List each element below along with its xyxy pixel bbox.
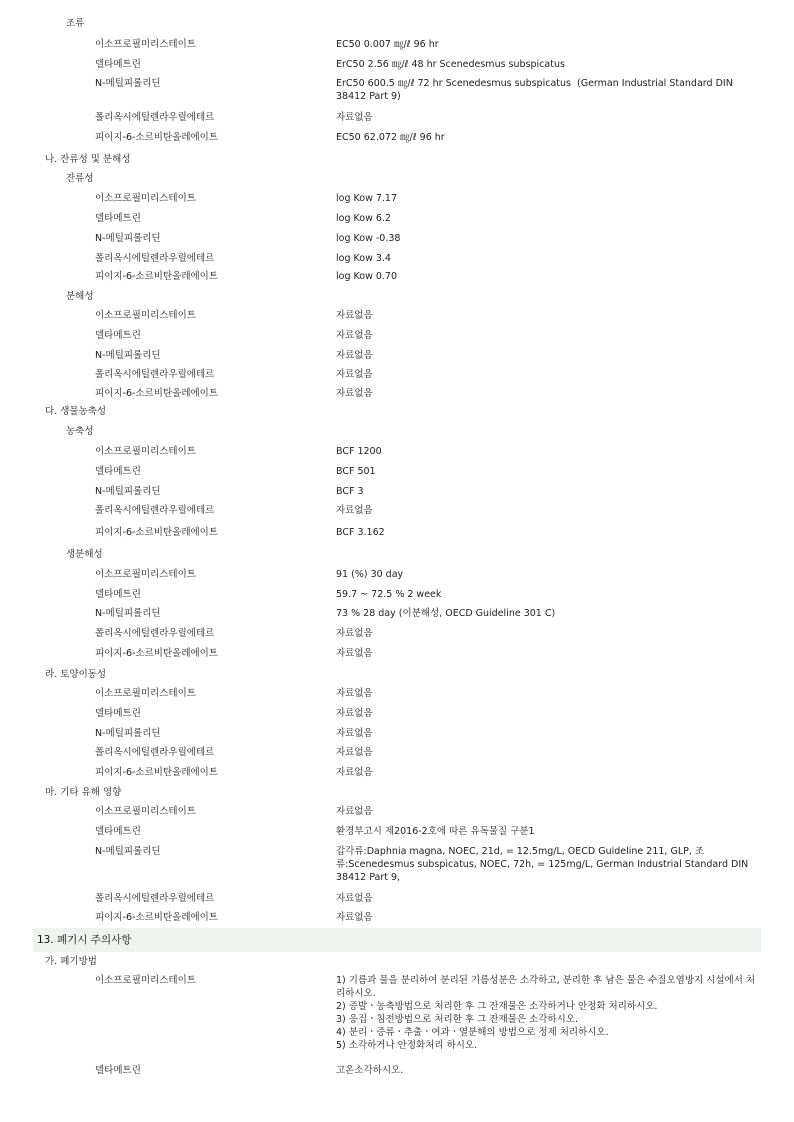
accum-2-value: BCF 501 <box>336 466 376 477</box>
other-1-value: 자료없음 <box>336 806 373 817</box>
heading-accum: 농축성 <box>66 426 94 437</box>
persist-5-name: 피이지-6-소르비탄올레에이트 <box>95 271 219 282</box>
biodeg-5-value: 자료없음 <box>336 648 373 659</box>
persist-3-name: N-메틸피롤리딘 <box>95 233 161 244</box>
heading-algae: 조류 <box>66 18 85 29</box>
persist-1-name: 이소프로필미리스테이트 <box>95 193 196 204</box>
soil-4-value: 자료없음 <box>336 747 373 758</box>
algae-2-value: ErC50 2.56 ㎎/ℓ 48 hr Scenedesmus subspicatus <box>336 59 565 70</box>
soil-1-name: 이소프로필미리스테이트 <box>95 688 196 699</box>
heading-e: 마. 기타 유해 영향 <box>45 787 122 798</box>
disp-2-value: 고온소각하시오. <box>336 1065 404 1076</box>
other-4-name: 폴리옥시에틸렌라우릴에테르 <box>95 893 215 904</box>
degrad-2-name: 델타메트린 <box>95 330 141 341</box>
algae-4-name: 폴리옥시에틸렌라우릴에테르 <box>95 112 215 123</box>
degrad-4-value: 자료없음 <box>336 369 373 380</box>
degrad-5-value: 자료없음 <box>336 388 373 399</box>
soil-4-name: 폴리옥시에틸렌라우릴에테르 <box>95 747 215 758</box>
accum-4-value: 자료없음 <box>336 505 373 516</box>
disp-2-name: 델타메트린 <box>95 1065 141 1076</box>
heading-d: 라. 토양이동성 <box>45 669 107 680</box>
degrad-2-value: 자료없음 <box>336 330 373 341</box>
degrad-1-value: 자료없음 <box>336 310 373 321</box>
degrad-4-name: 폴리옥시에틸렌라우릴에테르 <box>95 369 215 380</box>
algae-3-value: ErC50 600.5 ㎎/ℓ 72 hr Scenedesmus subspicatus (German Industrial Standard DIN 38412 Part 9) <box>336 78 736 102</box>
heading-f: 가. 폐기방법 <box>45 956 97 967</box>
heading-persist: 잔류성 <box>66 173 94 184</box>
persist-5-value: log Kow 0.70 <box>336 271 398 282</box>
soil-1-value: 자료없음 <box>336 688 373 699</box>
biodeg-1-name: 이소프로필미리스테이트 <box>95 569 196 580</box>
algae-5-name: 피이지-6-소르비탄올레에이트 <box>95 132 219 143</box>
accum-1-value: BCF 1200 <box>336 446 382 457</box>
heading-degrad: 분해성 <box>66 291 94 302</box>
disp-1-value: 1) 기름과 물을 분리하여 분리된 기름성분은 소각하고, 분리한 후 남은 물은 수질오염방지 시설에서 처리하시오. 2) 증발ㆍ농축방법으로 처리한 후 그 잔재물은 소각하거나 안정화 처리하시오. 3) 응집ㆍ침전방법으로 처리한 후 그 잔재물은 소각하시오. 4) 분리ㆍ증류ㆍ추출ㆍ여과ㆍ열분해의 방법으로 정제 처리하시오. 5) 소각하거나 안정화처리 하시오. <box>336 975 756 1051</box>
soil-3-name: N-메틸피롤리딘 <box>95 728 161 739</box>
soil-5-value: 자료없음 <box>336 767 373 778</box>
accum-3-name: N-메틸피롤리딘 <box>95 486 161 497</box>
section-13-bar <box>33 928 761 952</box>
other-5-name: 피이지-6-소르비탄올레에이트 <box>95 912 219 923</box>
persist-3-value: log Kow -0.38 <box>336 233 401 244</box>
biodeg-4-name: 폴리옥시에틸렌라우릴에테르 <box>95 628 215 639</box>
other-3-name: N-메틸피롤리딘 <box>95 846 161 857</box>
persist-2-value: log Kow 6.2 <box>336 213 391 224</box>
accum-3-value: BCF 3 <box>336 486 364 497</box>
persist-2-name: 델타메트린 <box>95 213 141 224</box>
accum-5-name: 피이지-6-소르비탄올레에이트 <box>95 527 219 538</box>
soil-5-name: 피이지-6-소르비탄올레에이트 <box>95 767 219 778</box>
degrad-3-name: N-메틸피롤리딘 <box>95 350 161 361</box>
other-5-value: 자료없음 <box>336 912 373 923</box>
other-2-value: 환경부고시 제2016-2호에 따른 유독물질 구분1 <box>336 826 535 837</box>
algae-4-value: 자료없음 <box>336 112 373 123</box>
persist-1-value: log Kow 7.17 <box>336 193 398 204</box>
soil-2-name: 델타메트린 <box>95 708 141 719</box>
heading-biodeg: 생분해성 <box>66 549 103 560</box>
persist-4-name: 폴리옥시에틸렌라우릴에테르 <box>95 253 215 264</box>
biodeg-3-value: 73 % 28 day (이분해성, OECD Guideline 301 C) <box>336 608 556 619</box>
heading-13: 13. 폐기시 주의사항 <box>37 934 132 946</box>
biodeg-1-value: 91 (%) 30 day <box>336 569 404 580</box>
other-2-name: 델타메트린 <box>95 826 141 837</box>
biodeg-4-value: 자료없음 <box>336 628 373 639</box>
biodeg-2-name: 델타메트린 <box>95 589 141 600</box>
accum-1-name: 이소프로필미리스테이트 <box>95 446 196 457</box>
algae-5-value: EC50 62.072 ㎎/ℓ 96 hr <box>336 132 445 143</box>
other-3-value: 갑각류:Daphnia magna, NOEC, 21d, = 12.5mg/L, OECD Guideline 211, GLP, 조류:Scenedesmus subspicatus, NOEC, 72h, = 125mg/L, German Industrial Standard DIN 38412 Part 9, <box>336 846 752 883</box>
disp-1-name: 이소프로필미리스테이트 <box>95 975 196 986</box>
degrad-1-name: 이소프로필미리스테이트 <box>95 310 196 321</box>
accum-5-value: BCF 3.162 <box>336 527 385 538</box>
biodeg-5-name: 피이지-6-소르비탄올레에이트 <box>95 648 219 659</box>
accum-2-name: 델타메트린 <box>95 466 141 477</box>
other-4-value: 자료없음 <box>336 893 373 904</box>
algae-3-name: N-메틸피롤리딘 <box>95 78 161 89</box>
accum-4-name: 폴리옥시에틸렌라우릴에테르 <box>95 505 215 516</box>
heading-b: 나. 잔류성 및 분해성 <box>45 154 131 165</box>
soil-3-value: 자료없음 <box>336 728 373 739</box>
biodeg-2-value: 59.7 ~ 72.5 % 2 week <box>336 589 442 600</box>
persist-4-value: log Kow 3.4 <box>336 253 391 264</box>
algae-1-name: 이소프로필미리스테이트 <box>95 39 196 50</box>
algae-1-value: EC50 0.007 ㎎/ℓ 96 hr <box>336 39 439 50</box>
degrad-5-name: 피이지-6-소르비탄올레에이트 <box>95 388 219 399</box>
degrad-3-value: 자료없음 <box>336 350 373 361</box>
soil-2-value: 자료없음 <box>336 708 373 719</box>
other-1-name: 이소프로필미리스테이트 <box>95 806 196 817</box>
heading-c: 다. 생물농축성 <box>45 406 107 417</box>
algae-2-name: 델타메트린 <box>95 59 141 70</box>
biodeg-3-name: N-메틸피롤리딘 <box>95 608 161 619</box>
